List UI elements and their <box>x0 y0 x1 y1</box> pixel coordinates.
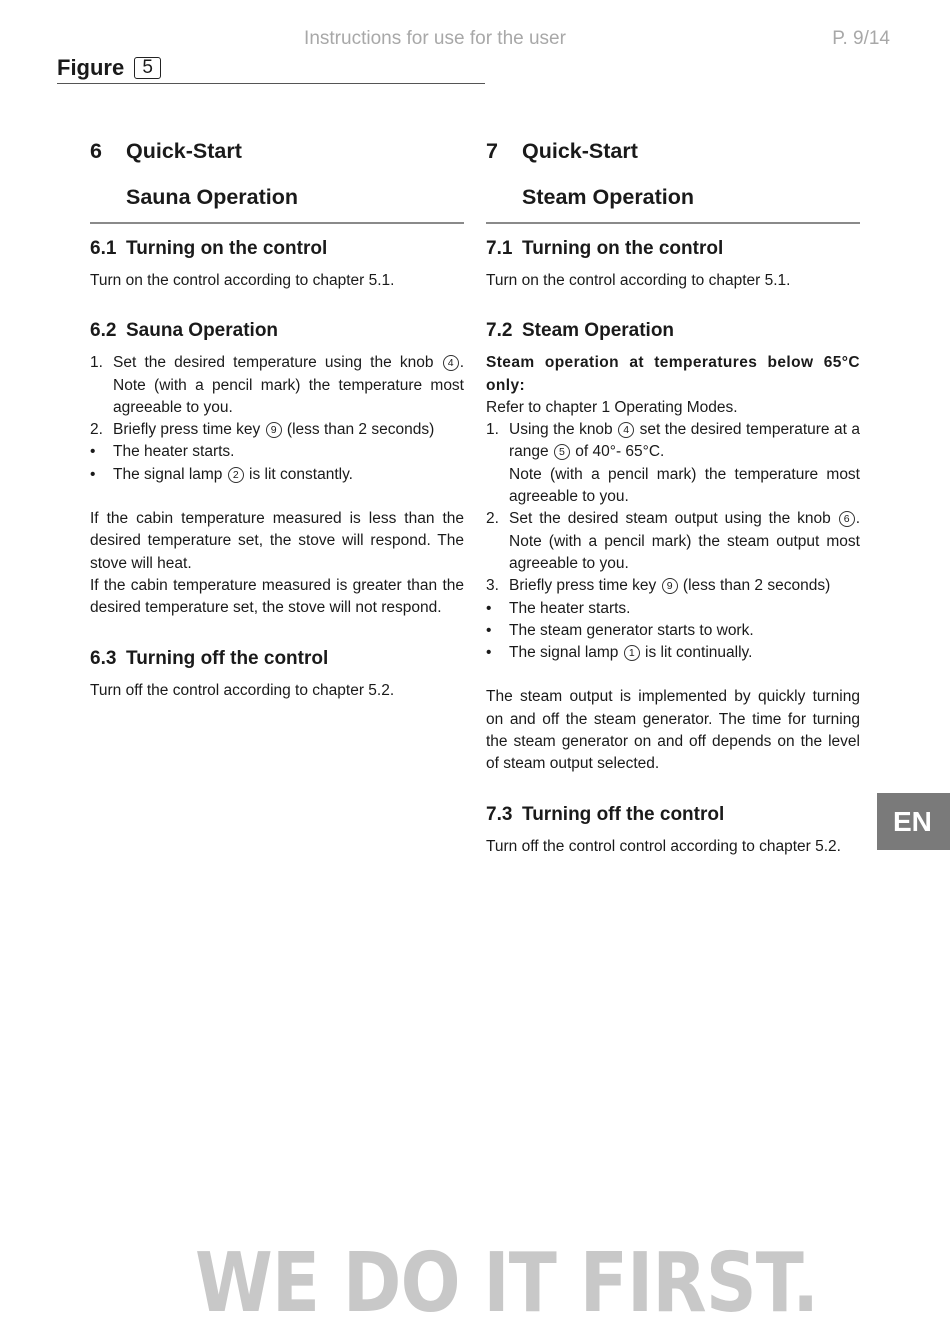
list-text: The steam generator starts to work. <box>509 621 754 639</box>
section-title: Sauna Operation <box>126 320 279 342</box>
chapter-title-line2: Sauna Operation <box>126 185 299 209</box>
section-text: Turn off the control according to chapter 5.2. <box>90 681 395 699</box>
chapter-number: 6 <box>90 139 102 163</box>
list-item <box>486 620 860 642</box>
list-item <box>90 352 464 419</box>
list-marker: 1. <box>486 421 499 439</box>
list-marker: 2. <box>90 421 103 439</box>
list-text: . Note (with a pencil mark) the steam output most agreeable to you. <box>509 510 861 572</box>
list-text: is lit constantly. <box>244 465 353 483</box>
list-text: set the desired temperature at a range <box>509 421 860 461</box>
circled-number: 4 <box>618 422 634 438</box>
list-text: Set the desired temperature using the knob <box>113 354 434 372</box>
list-marker: 2. <box>486 510 499 528</box>
chapter-number: 7 <box>486 139 498 163</box>
bullet-marker: • <box>486 644 492 662</box>
circled-number: 5 <box>554 444 570 460</box>
slogan: WE DO IT FIRST. <box>195 1236 819 1331</box>
list-text: Set the desired steam output using the knob <box>509 510 831 528</box>
bullet-marker: • <box>486 621 492 639</box>
bullet-marker: • <box>90 443 96 461</box>
section-title: Steam Operation <box>522 320 675 342</box>
chapter-title-line1: Quick-Start <box>522 139 638 163</box>
bullet-marker: • <box>486 599 492 617</box>
list-item <box>486 508 860 575</box>
list-item <box>90 441 464 463</box>
figure-rule <box>57 83 485 84</box>
bullet-marker: • <box>90 465 96 483</box>
section-heading <box>90 318 464 344</box>
list-text: Note (with a pencil mark) the temperature most agreeable to you. <box>509 465 860 506</box>
section-heading <box>486 236 860 262</box>
list-text: The heater starts. <box>113 443 235 461</box>
figure-number-box: 5 <box>134 57 161 79</box>
paragraph: If the cabin temperature measured is less than the desired temperature set, the stove will respond. The stove will heat. <box>90 510 464 572</box>
circled-number: 9 <box>662 578 678 594</box>
list-text: Using the knob <box>509 421 613 439</box>
list-item <box>90 464 464 486</box>
list-text: The signal lamp <box>509 644 619 662</box>
section-title: Turning on the control <box>126 238 328 259</box>
list-text: . Note (with a pencil mark) the temperature most agreeable to you. <box>113 354 464 416</box>
circled-number: 2 <box>228 467 244 483</box>
list-text: (less than 2 seconds) <box>678 577 831 595</box>
left-column <box>90 128 464 702</box>
circled-number: 6 <box>839 511 855 527</box>
section-heading <box>486 802 860 828</box>
section-heading <box>486 318 860 344</box>
section-text: Turn on the control according to chapter 5.1. <box>90 272 395 289</box>
list-text: The heater starts. <box>509 599 631 617</box>
language-tab: EN <box>877 793 950 850</box>
list-marker: 1. <box>90 354 103 372</box>
figure-label <box>57 55 161 81</box>
chapter-title-line2: Steam Operation <box>522 185 695 209</box>
list-text: is lit continually. <box>640 644 753 662</box>
section-number: 6.3 <box>90 647 117 669</box>
list-item <box>486 642 860 664</box>
figure-label-text: Figure <box>57 55 125 80</box>
refer-text: Refer to chapter 1 Operating Modes. <box>486 398 738 416</box>
list-item <box>486 575 860 597</box>
chapter-heading <box>90 128 464 220</box>
chapter-title-line1: Quick-Start <box>126 139 242 163</box>
running-header-title: Instructions for use for the user <box>304 28 566 49</box>
section-text: Turn on the control according to chapter 5.1. <box>486 272 791 289</box>
circled-number: 4 <box>443 355 459 371</box>
list-text: of 40°- 65°C. <box>570 443 665 461</box>
chapter-rule <box>486 222 860 224</box>
list-text: (less than 2 seconds) <box>282 421 435 439</box>
list-item <box>90 419 464 441</box>
section-number: 6.2 <box>90 320 117 342</box>
list-item <box>486 598 860 620</box>
circled-number: 1 <box>624 645 640 661</box>
list-text: Briefly press time key <box>509 577 657 595</box>
chapter-rule <box>90 222 464 224</box>
bold-note: Steam operation at temperatures below 65°C only: <box>486 354 860 394</box>
page-number: P. 9/14 <box>832 28 890 49</box>
list-item <box>486 419 860 508</box>
chapter-heading <box>486 128 860 220</box>
circled-number: 9 <box>266 422 282 438</box>
list-text: Briefly press time key <box>113 421 261 439</box>
right-column <box>486 128 860 858</box>
instruction-list <box>486 419 860 664</box>
section-heading <box>90 646 464 672</box>
section-title: Turning on the control <box>522 238 724 259</box>
paragraph: If the cabin temperature measured is greater than the desired temperature set, the stove will not respond. <box>90 576 464 617</box>
instruction-list <box>90 352 464 486</box>
list-text: The signal lamp <box>113 465 223 483</box>
section-title: Turning off the control <box>522 803 725 825</box>
section-text: Turn off the control control according to chapter 5.2. <box>486 837 841 855</box>
list-marker: 3. <box>486 577 499 595</box>
section-number: 7.3 <box>486 803 513 825</box>
section-number: 7.2 <box>486 320 513 342</box>
section-number: 7.1 <box>486 238 513 259</box>
section-number: 6.1 <box>90 238 117 259</box>
section-heading <box>90 236 464 262</box>
paragraph: The steam output is implemented by quickly turning on and off the steam generator. The time for turning the steam generator on and off depends on the level of steam output selected. <box>486 688 860 773</box>
section-title: Turning off the control <box>126 647 329 669</box>
